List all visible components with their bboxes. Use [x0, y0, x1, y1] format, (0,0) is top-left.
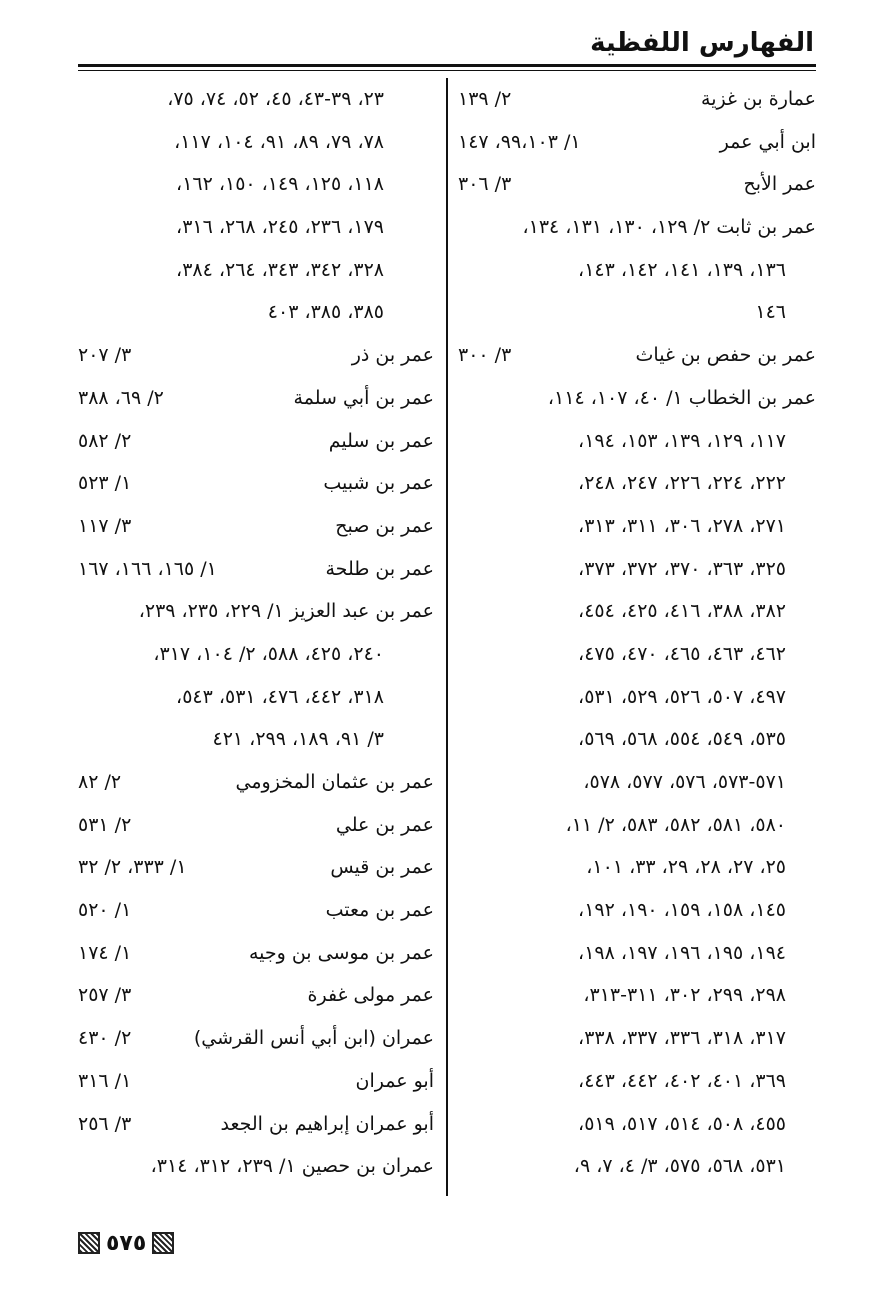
entry-continuation: ٤٥٥، ٥٠٨، ٥١٤، ٥١٧، ٥١٩، [578, 1112, 786, 1135]
index-entry [78, 420, 434, 463]
index-entry [458, 78, 816, 121]
header-rule-thin [78, 70, 816, 71]
index-entry [78, 1145, 434, 1188]
index-entry [458, 761, 816, 804]
header-rule-thick [78, 64, 816, 67]
entry-name: أبو عمران إبراهيم بن الجعد [220, 1112, 434, 1135]
entry-page-refs: ٣/ ٢٠٧ [78, 344, 132, 367]
index-entry [458, 676, 816, 719]
index-column-left [78, 78, 434, 1188]
entry-name: عمر بن ذر [351, 344, 434, 367]
index-entry [78, 377, 434, 420]
index-entry [458, 633, 816, 676]
index-entry [78, 932, 434, 975]
index-entry [78, 163, 434, 206]
entry-line: عمر بن ثابت ٢/ ١٢٩، ١٣٠، ١٣١، ١٣٤، [522, 216, 816, 239]
index-entry [78, 249, 434, 292]
entry-continuation: ٥٨٠، ٥٨١، ٥٨٢، ٥٨٣، ٢/ ١١، [565, 813, 786, 836]
entry-continuation: ٥٣١، ٥٦٨، ٥٧٥، ٣/ ٤، ٧، ٩، [573, 1155, 786, 1178]
entry-continuation: ٢٩٨، ٢٩٩، ٣٠٢، ٣١١-٣١٣، [583, 984, 786, 1007]
entry-page-refs: ٢/ ٥٨٢ [78, 429, 132, 452]
entry-name: ابن أبي عمر [719, 130, 816, 153]
entry-name: عمر بن أبي سلمة [293, 386, 434, 409]
index-entry [458, 420, 816, 463]
entry-continuation: ١٤٥، ١٥٨، ١٥٩، ١٩٠، ١٩٢، [578, 899, 786, 922]
entry-page-refs: ٢/ ٥٣١ [78, 813, 132, 836]
entry-continuation: ١٣٦، ١٣٩، ١٤١، ١٤٢، ١٤٣، [578, 258, 786, 281]
entry-page-refs: ٢/ ٦٩، ٣٨٨ [78, 386, 164, 409]
entry-name: عمر بن موسى بن وجيه [248, 941, 434, 964]
entry-continuation: ٢٣، ٣٩-٤٣، ٤٥، ٥٢، ٧٤، ٧٥، [167, 88, 384, 110]
entry-name: أبو عمران [355, 1069, 434, 1092]
index-entry [78, 548, 434, 591]
index-entry [458, 1017, 816, 1060]
entry-continuation: ٣١٨، ٤٤٢، ٤٧٦، ٥٣١، ٥٤٣، [176, 685, 384, 708]
index-entry [458, 377, 816, 420]
entry-continuation: ٣٢٥، ٣٦٣، ٣٧٠، ٣٧٢، ٣٧٣، [578, 557, 786, 580]
index-entry [78, 676, 434, 719]
index-column-right [458, 78, 816, 1188]
index-entry [458, 1060, 816, 1103]
index-entry [458, 334, 816, 377]
entry-name: عمر بن معتب [325, 899, 434, 922]
ornament-icon [152, 1232, 174, 1254]
entry-continuation: ١١٨، ١٢٥، ١٤٩، ١٥٠، ١٦٢، [176, 173, 384, 196]
index-entry [458, 206, 816, 249]
index-entry [458, 291, 816, 334]
entry-continuation: ٣٨٢، ٣٨٨، ٤١٦، ٤٢٥، ٤٥٤، [578, 600, 786, 623]
index-entry [458, 846, 816, 889]
entry-line: عمران بن حصين ١/ ٢٣٩، ٣١٢، ٣١٤، [150, 1155, 434, 1178]
index-entry [78, 804, 434, 847]
entry-name: عمر بن عثمان المخزومي [235, 771, 434, 793]
page-header-title: الفهارس اللفظية [590, 28, 814, 58]
entry-name: عمر بن سليم [328, 429, 434, 452]
entry-name: عمر بن حفص بن غياث [635, 344, 816, 367]
index-entry [78, 206, 434, 249]
index-entry [78, 291, 434, 334]
entry-line: عمر بن عبد العزيز ١/ ٢٢٩، ٢٣٥، ٢٣٩، [138, 600, 434, 623]
entry-continuation: ٣١٧، ٣١٨، ٣٣٦، ٣٣٧، ٣٣٨، [578, 1027, 786, 1050]
entry-continuation: ١٧٩، ٢٣٦، ٢٤٥، ٢٦٨، ٣١٦، [176, 216, 384, 239]
entry-name: عمارة بن غزية [701, 88, 816, 110]
entry-name: عمر بن قيس [330, 856, 434, 879]
index-entry [78, 334, 434, 377]
index-entry [78, 462, 434, 505]
entry-continuation: ٤٩٧، ٥٠٧، ٥٢٦، ٥٢٩، ٥٣١، [578, 685, 786, 708]
index-entry [458, 548, 816, 591]
page-number: ٥٧٥ [106, 1230, 147, 1256]
entry-page-refs: ١/ ٩٩،١٠٣، ١٤٧ [458, 130, 581, 153]
entry-page-refs: ١/ ١٦٥، ١٦٦، ١٦٧ [78, 557, 217, 580]
entry-continuation: ٣٨٥، ٣٨٥، ٤٠٣ [267, 301, 384, 324]
entry-page-refs: ٣/ ٣٠٠ [458, 344, 512, 367]
index-entry [458, 804, 816, 847]
index-entry [458, 462, 816, 505]
entry-page-refs: ٢/ ٨٢ [78, 771, 122, 793]
entry-continuation: ٢٢٢، ٢٢٤، ٢٢٦، ٢٤٧، ٢٤٨، [578, 472, 786, 495]
index-entry [458, 974, 816, 1017]
index-entry [458, 718, 816, 761]
entry-page-refs: ٣/ ٣٠٦ [458, 173, 512, 196]
entry-page-refs: ٣/ ١١٧ [78, 514, 132, 537]
entry-continuation: ٥٧١-٥٧٣، ٥٧٦، ٥٧٧، ٥٧٨، [583, 771, 786, 793]
index-entry [78, 590, 434, 633]
entry-continuation: ٣/ ٩١، ١٨٩، ٢٩٩، ٤٢١ [212, 728, 384, 751]
index-entry [78, 1017, 434, 1060]
index-entry [458, 590, 816, 633]
index-entry [458, 932, 816, 975]
entry-continuation: ٢٤٠، ٤٢٥، ٥٨٨، ٢/ ١٠٤، ٣١٧، [153, 642, 384, 665]
entry-continuation: ٥٣٥، ٥٤٩، ٥٥٤، ٥٦٨، ٥٦٩، [578, 728, 786, 751]
index-entry [458, 1103, 816, 1146]
entry-continuation: ٢٧١، ٢٧٨، ٣٠٦، ٣١١، ٣١٣، [578, 514, 786, 537]
index-entry [458, 121, 816, 164]
index-entry [458, 1145, 816, 1188]
index-entry [78, 1103, 434, 1146]
index-entry [78, 761, 434, 804]
entry-page-refs: ١/ ٣٣٣، ٢/ ٣٢ [78, 856, 187, 879]
entry-page-refs: ٣/ ٢٥٦ [78, 1112, 132, 1135]
index-entry [78, 974, 434, 1017]
index-entry [78, 889, 434, 932]
entry-name: عمر بن طلحة [325, 557, 434, 580]
entry-name: عمر بن علي [335, 813, 434, 836]
entry-page-refs: ٢/ ١٣٩ [458, 88, 512, 110]
entry-continuation: ٢٥، ٢٧، ٢٨، ٢٩، ٣٣، ١٠١، [586, 856, 786, 879]
column-divider [446, 78, 448, 1196]
entry-continuation: ١١٧، ١٢٩، ١٣٩، ١٥٣، ١٩٤، [578, 429, 786, 452]
entry-continuation: ٤٦٢، ٤٦٣، ٤٦٥، ٤٧٠، ٤٧٥، [578, 642, 786, 665]
index-entry [458, 889, 816, 932]
index-entry [458, 505, 816, 548]
index-entry [458, 249, 816, 292]
entry-page-refs: ١/ ٥٢٣ [78, 472, 132, 495]
index-entry [78, 121, 434, 164]
ornament-icon [78, 1232, 100, 1254]
entry-continuation: ٣٢٨، ٣٤٢، ٣٤٣، ٢٦٤، ٣٨٤، [176, 258, 384, 281]
entry-name: عمران (ابن أبي أنس القرشي) [193, 1027, 434, 1050]
entry-name: عمر بن شبيب [323, 472, 434, 495]
index-entry [78, 846, 434, 889]
index-entry [78, 78, 434, 121]
entry-name: عمر الأبح [743, 173, 816, 196]
entry-line: عمر بن الخطاب ١/ ٤٠، ١٠٧، ١١٤، [547, 386, 816, 409]
index-entry [78, 718, 434, 761]
index-entry [78, 1060, 434, 1103]
entry-page-refs: ٢/ ٤٣٠ [78, 1027, 132, 1050]
entry-page-refs: ١/ ٥٢٠ [78, 899, 132, 922]
page-footer [78, 1228, 174, 1258]
entry-continuation: ١٤٦ [755, 301, 786, 324]
index-entry [458, 163, 816, 206]
entry-page-refs: ١/ ١٧٤ [78, 941, 132, 964]
index-entry [78, 505, 434, 548]
entry-page-refs: ١/ ٣١٦ [78, 1069, 132, 1092]
entry-continuation: ٧٨، ٧٩، ٨٩، ٩١، ١٠٤، ١١٧، [174, 130, 384, 153]
index-entry [78, 633, 434, 676]
entry-continuation: ٣٦٩، ٤٠١، ٤٠٢، ٤٤٢، ٤٤٣، [578, 1069, 786, 1092]
entry-continuation: ١٩٤، ١٩٥، ١٩٦، ١٩٧، ١٩٨، [578, 941, 786, 964]
entry-page-refs: ٣/ ٢٥٧ [78, 984, 132, 1007]
entry-name: عمر مولى غفرة [307, 984, 434, 1007]
entry-name: عمر بن صبح [335, 514, 434, 537]
